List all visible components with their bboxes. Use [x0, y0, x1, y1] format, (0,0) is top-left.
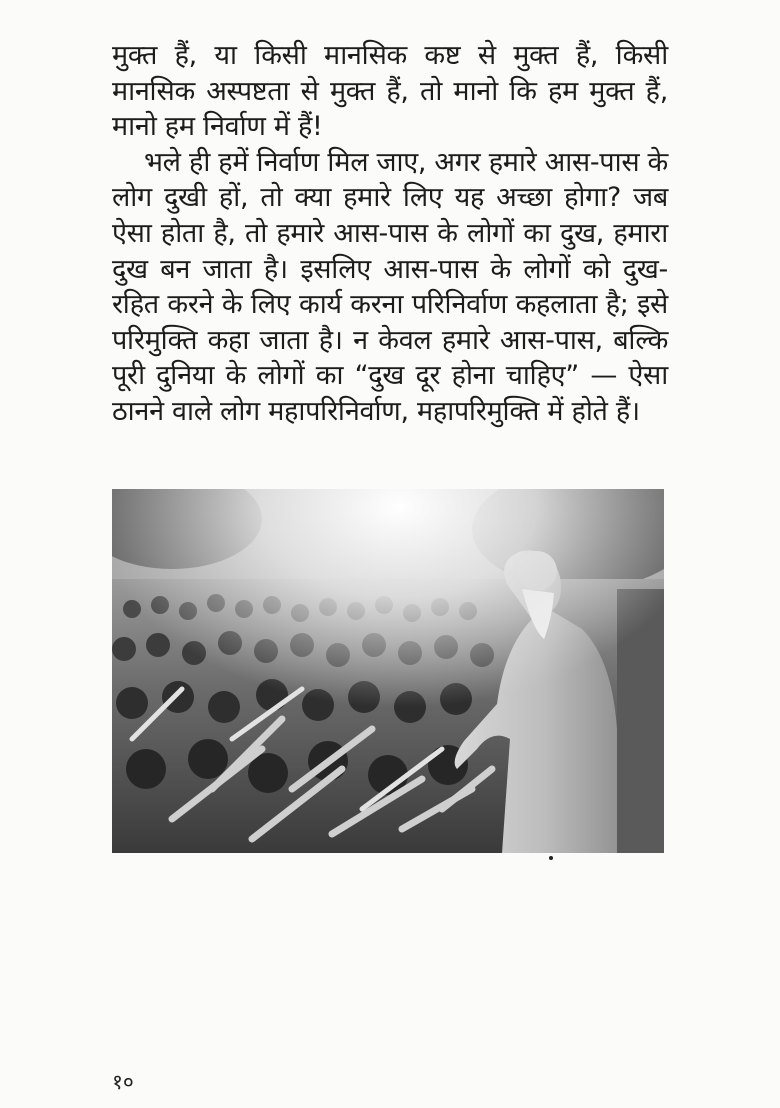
crowd-photo	[112, 489, 664, 853]
body-text	[112, 38, 668, 430]
print-speck	[549, 856, 553, 860]
paragraph-2: भले ही हमें निर्वाण मिल जाए, अगर हमारे आस-पास के लोग दुखी हों, तो क्या हमारे लिए यह अच्छा होगा? जब ऐसा होता है, तो हमारे आस-पास के लोगों का दुख, हमारा दुख बन जाता है। इसलिए आस-पास के लोगों को दुख-रहित करने के लिए कार्य करना परिनिर्वाण कहलाता है; इसे परिमुक्ति कहा जाता है। न केवल हमारे आस-पास, बल्कि पूरी दुनिया के लोगों का “दुख दूर होना चाहिए” — ऐसा ठानने वाले लोग महापरिनिर्वाण, महापरिमुक्ति में होते हैं।	[112, 146, 668, 427]
paragraph-1: मुक्त हैं, या किसी मानसिक कष्ट से मुक्त हैं, किसी मानसिक अस्पष्टता से मुक्त हैं, तो मानो कि हम मुक्त हैं, मानो हम निर्वाण में हैं!	[112, 40, 668, 143]
page-number: १०	[112, 1070, 134, 1094]
photo-illustration	[112, 489, 664, 853]
